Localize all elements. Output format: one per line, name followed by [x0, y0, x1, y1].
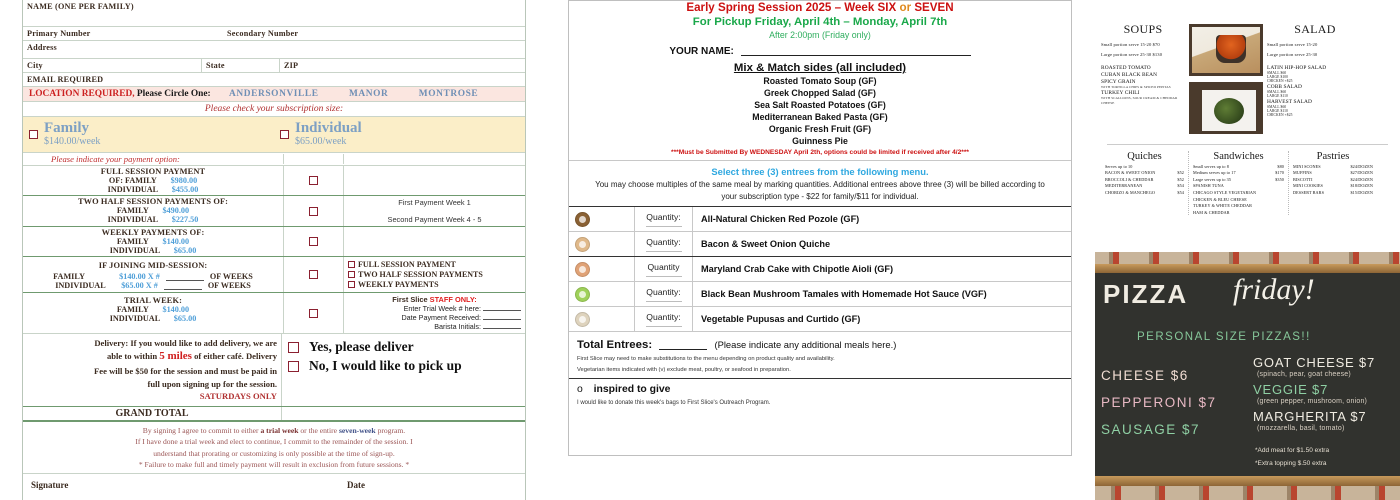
- pastry-price: $15/DOZEN: [1350, 189, 1373, 195]
- chalk-item-veggie-sub: (green pepper, mushroom, onion): [1257, 398, 1368, 405]
- individual-checkbox[interactable]: [280, 130, 289, 139]
- quiche-item: MEDITERRANEAN: [1105, 183, 1143, 189]
- size-option-individual[interactable]: [274, 117, 525, 152]
- legal-1e: program.: [377, 425, 406, 435]
- midsession-family-blank[interactable]: [166, 272, 204, 281]
- quantity-label: Quantity:: [646, 236, 681, 247]
- midsession-option-two-half[interactable]: [348, 270, 521, 279]
- salad-serve-small: Small portion serve 15-20: [1267, 42, 1318, 47]
- table-row[interactable]: [569, 231, 1071, 256]
- subscription-size-row: [23, 117, 525, 153]
- midsession-weekly-label: WEEKLY PAYMENTS: [358, 280, 439, 289]
- sandwich-size: Small serves up to 8: [1193, 163, 1229, 169]
- delivery-row: [23, 334, 525, 407]
- trial-week-number-label: Enter Trial Week # here:: [403, 304, 481, 313]
- order-header: [569, 1, 1071, 161]
- family-label: Family: [44, 120, 89, 137]
- entree-name: All-Natural Chicken Red Pozole (GF): [701, 214, 860, 225]
- pastry-item: MINI COOKIES: [1293, 183, 1323, 189]
- signature-label: Signature: [31, 480, 69, 491]
- chalkboard-frame-top: [1095, 264, 1400, 273]
- order-header-pickup: For Pickup Friday, April 4th – Monday, April 7th: [692, 16, 948, 28]
- order-header-seven: SEVEN: [914, 1, 954, 14]
- legal-2: If I have done a trial week and elect to continue, I commit to the remainder of the session. I: [135, 437, 413, 447]
- delivery-text-1: Delivery: If you would like to add delivery, we are: [94, 338, 277, 348]
- quantity-input[interactable]: [646, 276, 682, 277]
- delivery-no-label: No, I would like to pick up: [309, 358, 462, 373]
- midsession-full-checkbox[interactable]: [348, 261, 355, 268]
- chalk-note-meat: *Add meat for $1.50 extra: [1255, 447, 1330, 455]
- weekly-family-label: FAMILY: [116, 237, 149, 246]
- location-option-montrose[interactable]: MONTROSE: [418, 89, 479, 99]
- soup-photo: [1189, 24, 1263, 76]
- order-header-session: Early Spring Session 2025 – Week SIX: [686, 1, 897, 14]
- menu-column-sandwiches: [1189, 151, 1289, 215]
- family-price: $140.00/week: [44, 136, 101, 148]
- payment-prompt-spacer-1: [283, 154, 343, 164]
- quiche-price: $52: [1177, 170, 1184, 176]
- family-checkbox[interactable]: [29, 130, 38, 139]
- trial-title: TRIAL WEEK:: [124, 296, 182, 305]
- signature-row: [23, 474, 525, 490]
- entree-name: Bacon & Sweet Onion Quiche: [701, 239, 831, 250]
- two-half-individual-amount: $227.50: [171, 215, 199, 224]
- inspired-to-give-box[interactable]: [569, 378, 1071, 412]
- midsession-full-label: FULL SESSION PAYMENT: [358, 260, 456, 269]
- sandwiches-title: Sandwiches: [1213, 151, 1264, 162]
- quiches-serve: Serves up to 10: [1105, 163, 1133, 169]
- sandwich-item: TURKEY & WHITE CHEDDAR: [1193, 203, 1253, 209]
- sandwich-item: HAM & CHEDDAR: [1193, 209, 1230, 215]
- subscription-form-panel: [22, 0, 526, 500]
- trial-family-amount: $140.00: [162, 305, 190, 314]
- delivery-option-yes[interactable]: [288, 339, 521, 355]
- individual-label: Individual: [295, 120, 362, 137]
- delivery-text-2c: of either café. Delivery: [194, 351, 277, 362]
- midsession-two-half-checkbox[interactable]: [348, 271, 355, 278]
- menu-column-salad: [1267, 22, 1363, 134]
- full-session-individual-label: INDIVIDUAL: [107, 185, 158, 194]
- pastry-item: MINI SCONES: [1293, 163, 1321, 169]
- chalk-left-list: [1101, 368, 1217, 449]
- side-item: Sea Salt Roasted Potatoes (GF): [754, 100, 886, 110]
- salad-photo: [1189, 82, 1263, 134]
- legal-trial-week: a trial week: [260, 425, 299, 435]
- staff-only-label: STAFF ONLY:: [429, 295, 477, 304]
- phone-row: [23, 27, 525, 41]
- two-half-family-amount: $490.00: [162, 206, 190, 215]
- salad-item-sub: SMALL $60: [1267, 71, 1287, 75]
- sandwich-price: $170: [1275, 170, 1284, 176]
- quantity-label: Quantity:: [646, 211, 681, 222]
- salad-item-sub: SMALL $60: [1267, 90, 1287, 94]
- menu-photos: [1185, 22, 1267, 134]
- sandwich-item: CHICAGO STYLE VEGETARIAN: [1193, 189, 1257, 195]
- sandwich-price: $350: [1275, 176, 1284, 182]
- midsession-individual-amount: $65.00 X #: [121, 281, 158, 290]
- soup-item: SPICY GRAIN: [1101, 79, 1136, 85]
- soups-title: SOUPS: [1123, 22, 1163, 36]
- chalk-item-sausage: SAUSAGE $7: [1101, 422, 1201, 437]
- menu-column-quiches: [1101, 151, 1189, 215]
- soup-item-desc: WITH TORTILLA CHIPS & SPICED PEPITAS: [1101, 85, 1171, 89]
- substitution-note: First Slice may need to make substitutions to the menu depending on product quality and availability.: [577, 356, 835, 363]
- chalk-note-topping: *Extra topping $.50 extra: [1255, 459, 1327, 467]
- barista-initials-label: Barista Initials:: [434, 322, 481, 331]
- pizza-friday-chalkboard-photo: [1095, 252, 1400, 500]
- legal-3: understand that prorating or customizing is only possible at the time of sign-up.: [153, 448, 395, 458]
- side-item: Roasted Tomato Soup (GF): [763, 76, 877, 86]
- soup-item: ROASTED TOMATO: [1101, 65, 1151, 71]
- weekly-individual-label: INDIVIDUAL: [109, 246, 160, 255]
- pastry-price: $24/DOZEN: [1350, 163, 1373, 169]
- chalk-item-veggie: VEGGIE $7: [1253, 382, 1329, 397]
- side-item: Greek Chopped Salad (GF): [764, 88, 876, 98]
- date-received-blank[interactable]: [483, 319, 521, 320]
- midsession-family-label: FAMILY: [53, 272, 85, 281]
- soups-serve-large: Large portion serve 25-30 $130: [1101, 52, 1163, 57]
- midsession-title: IF JOINING MID-SESSION:: [98, 261, 208, 270]
- pastry-item: DESSERT BARS: [1293, 189, 1325, 195]
- delivery-miles: 5 miles: [159, 350, 192, 363]
- payment-row-full-session: [23, 166, 525, 196]
- grand-total-value[interactable]: [281, 407, 525, 420]
- delivery-text-3: Fee will be $50 for the session and must be paid in: [94, 366, 277, 377]
- salad-item: HARVEST SALAD: [1267, 99, 1312, 105]
- delivery-text-2a: able to within: [106, 351, 158, 362]
- menu-top-columns: [1095, 0, 1400, 134]
- email-label: EMAIL REQUIRED: [27, 75, 104, 84]
- give-subtext: I would like to donate this week's bags to First Slice's Outreach Program.: [577, 400, 771, 407]
- zip-label: ZIP: [279, 59, 525, 72]
- quantity-label: Quantity:: [646, 286, 681, 297]
- subscription-size-prompt: Please check your subscription size:: [23, 102, 525, 117]
- midsession-individual-suffix: OF WEEKS: [207, 281, 251, 290]
- chalk-title-pizza: PIZZA: [1103, 279, 1189, 309]
- delivery-no-checkbox[interactable]: [288, 361, 299, 372]
- two-half-title: TWO HALF SESSION PAYMENTS OF:: [77, 197, 229, 206]
- full-session-title: FULL SESSION PAYMENT: [100, 167, 206, 176]
- give-radio[interactable]: o: [577, 384, 583, 396]
- quantity-input[interactable]: [646, 326, 682, 327]
- size-option-family[interactable]: [23, 117, 274, 152]
- location-option-andersonville[interactable]: ANDERSONVILLE: [229, 89, 319, 99]
- midsession-option-weekly[interactable]: [348, 280, 521, 289]
- mix-match-title: Mix & Match sides (all included): [733, 62, 907, 74]
- midsession-individual-blank[interactable]: [164, 281, 202, 290]
- salad-item: LATIN HIP-HOP SALAD: [1267, 65, 1327, 71]
- midsession-checkbox[interactable]: [309, 270, 318, 279]
- chalk-notes: [1255, 445, 1329, 470]
- select-entrees-subtext: You may choose multiples of the same meal by marking quantities. Additional entrees above three (3) will be billed according to your subscription type - $22 for family/$11 for individual.: [595, 180, 1045, 201]
- two-half-checkbox[interactable]: [309, 207, 318, 216]
- payment-row-trial-week: [23, 293, 525, 334]
- location-row: [23, 87, 525, 102]
- primary-number-label: Primary Number: [27, 29, 91, 38]
- trial-individual-amount: $65.00: [173, 314, 197, 323]
- two-half-individual-label: INDIVIDUAL: [107, 215, 158, 224]
- chalkboard-frame-bottom: [1095, 476, 1400, 486]
- saturdays-only-note: SATURDAYS ONLY: [199, 391, 277, 402]
- salad-item-sub: CHICKEN +$25: [1267, 79, 1293, 83]
- weekly-family-amount: $140.00: [162, 237, 190, 246]
- payment-option-prompt: Please indicate your payment option:: [51, 154, 180, 164]
- salad-serve-large: Large portion serve 25-30: [1267, 52, 1318, 57]
- order-sheet-panel: [568, 0, 1072, 456]
- your-name-row: [577, 46, 1063, 57]
- food-photo-icon: [575, 312, 590, 327]
- table-row[interactable]: [569, 206, 1071, 231]
- delivery-yes-checkbox[interactable]: [288, 342, 299, 353]
- weekly-individual-amount: $65.00: [173, 246, 197, 255]
- salad-item-sub: SMALL $60: [1267, 105, 1287, 109]
- full-session-individual-amount: $455.00: [171, 185, 199, 194]
- soups-serve-small: Small portion serve 15-20 $70: [1101, 42, 1160, 47]
- state-label: State: [201, 59, 279, 72]
- full-session-note: [343, 166, 525, 195]
- first-payment-note: First Payment Week 1: [398, 198, 471, 207]
- total-entrees-label: Total Entrees:: [577, 339, 653, 352]
- full-session-family-amount: $980.00: [170, 176, 198, 185]
- payment-row-two-half: [23, 196, 525, 227]
- grand-total-row: [23, 407, 525, 422]
- individual-price: $65.00/week: [295, 136, 347, 148]
- trial-checkbox[interactable]: [309, 309, 318, 318]
- location-required-label: LOCATION REQUIRED,: [29, 89, 135, 99]
- legal-1a: By signing I agree to commit to either: [142, 425, 259, 435]
- delivery-option-no[interactable]: [288, 358, 521, 374]
- weekly-note: [343, 227, 525, 256]
- order-header-time: After 2:00pm (Friday only): [769, 30, 871, 40]
- quiche-item: CHORIZO & MANCHEGO: [1105, 189, 1155, 195]
- sandwich-size: Large serves up to 35: [1193, 176, 1232, 182]
- quantity-input[interactable]: [646, 251, 682, 252]
- date-label: Date: [347, 480, 365, 491]
- your-name-label: YOUR NAME:: [669, 46, 734, 57]
- wall-tile-top: [1095, 252, 1400, 264]
- menu-column-soups: [1101, 22, 1185, 134]
- midsession-option-full[interactable]: [348, 260, 521, 269]
- payment-row-midsession: [23, 257, 525, 293]
- sandwich-price: $80: [1277, 163, 1284, 169]
- total-entrees-input[interactable]: [659, 349, 707, 350]
- city-state-zip-row: [23, 59, 525, 73]
- full-session-family-label: OF: FAMILY: [108, 176, 157, 185]
- total-entrees-box: [569, 331, 1071, 378]
- quiche-item: BACON & SWEET ONION: [1105, 170, 1156, 176]
- table-row[interactable]: [569, 256, 1071, 281]
- trial-week-number-blank[interactable]: [483, 310, 521, 311]
- side-item: Organic Fresh Fruit (GF): [768, 124, 872, 134]
- delivery-yes-label: Yes, please deliver: [309, 339, 414, 354]
- chalk-item-goat-cheese-sub: (spinach, pear, goat cheese): [1257, 371, 1351, 378]
- grand-total-label: GRAND TOTAL: [115, 407, 189, 419]
- delivery-text-4: full upon signing up for the session.: [147, 378, 277, 389]
- quiche-price: $54: [1177, 189, 1184, 195]
- chalk-item-cheese: CHEESE $6: [1101, 368, 1189, 383]
- midsession-family-suffix: OF WEEKS: [209, 272, 253, 281]
- email-row: [23, 73, 525, 87]
- address-label: Address: [27, 43, 57, 52]
- quiche-item: BROCCOLI & CHEDDAR: [1105, 176, 1154, 182]
- payment-prompt-spacer-2: [343, 154, 525, 164]
- full-session-checkbox[interactable]: [309, 176, 318, 185]
- order-header-or: or: [899, 1, 912, 14]
- wall-tile-bottom: [1095, 486, 1400, 500]
- chalk-item-margherita-sub: (mozzarella, basil, tomato): [1257, 425, 1345, 432]
- chalk-subtitle: PERSONAL SIZE PIZZAS!!: [1137, 331, 1311, 343]
- soup-item: TURKEY CHILI: [1101, 90, 1140, 97]
- food-photo-icon: [575, 262, 590, 277]
- pastry-price: $24/DOZEN: [1350, 176, 1373, 182]
- your-name-input[interactable]: [741, 55, 971, 56]
- submission-deadline-note: ***Must be Submitted By WEDNESDAY April 2th, options could be limited if received after 4/2***: [671, 149, 969, 156]
- trial-individual-label: INDIVIDUAL: [109, 314, 160, 323]
- salad-item-sub: LARGE $110: [1267, 94, 1288, 98]
- quiche-price: $54: [1177, 183, 1184, 189]
- salad-item-sub: CHICKEN +$25: [1267, 113, 1293, 117]
- food-photo-icon: [575, 212, 590, 227]
- midsession-family-amount: $140.00 X #: [119, 272, 160, 281]
- chalk-item-pepperoni: PEPPERONI $7: [1101, 395, 1217, 410]
- pastry-price: $18/DOZEN: [1350, 183, 1373, 189]
- entree-name: Black Bean Mushroom Tamales with Homemade Hot Sauce (VGF): [701, 289, 987, 300]
- secondary-number-label: Secondary Number: [227, 29, 299, 38]
- table-row[interactable]: [569, 306, 1071, 331]
- staff-only-brand: First Slice: [392, 295, 428, 304]
- address-row: [23, 41, 525, 59]
- circle-one-label: Please Circle One:: [136, 89, 211, 99]
- menu-bottom-columns: [1095, 145, 1400, 215]
- quantity-input[interactable]: [646, 301, 682, 302]
- salad-item-sub: LARGE $100: [1267, 75, 1289, 79]
- entree-name: Maryland Crab Cake with Chipotle Aioli (GF): [701, 264, 894, 275]
- chalk-item-goat-cheese: GOAT CHEESE $7: [1253, 355, 1375, 370]
- pastry-item: BISCOTTI: [1293, 176, 1313, 182]
- sandwich-item: SPANISH TUNA: [1193, 183, 1224, 189]
- menu-column-pastries: [1289, 151, 1377, 215]
- sandwich-item: CHICKEN & BLEU CHEESE: [1193, 196, 1247, 202]
- printed-menu-panel: [1095, 0, 1400, 252]
- food-photo-icon: [575, 287, 590, 302]
- chalk-title-friday: friday!: [1233, 273, 1315, 306]
- table-row[interactable]: [569, 281, 1071, 306]
- salad-title: SALAD: [1294, 22, 1336, 36]
- location-option-manor[interactable]: MANOR: [348, 89, 389, 99]
- food-photo-icon: [575, 237, 590, 252]
- total-entrees-hint: (Please indicate any additional meals here.): [714, 339, 897, 351]
- salad-item: COBB SALAD: [1267, 84, 1302, 90]
- weekly-checkbox[interactable]: [309, 237, 318, 246]
- pastries-title: Pastries: [1316, 151, 1350, 162]
- soup-item-desc: WITH SCALLIONS, SOUR CREAM & CHEDDAR CHEESE: [1101, 96, 1178, 105]
- name-label: NAME (ONE PER FAMILY): [27, 2, 134, 11]
- soup-item: CUBAN BLACK BEAN: [1101, 72, 1158, 78]
- legal-seven-week: seven-week: [338, 425, 376, 435]
- chalk-item-margherita: MARGHERITA $7: [1253, 409, 1367, 424]
- legal-1c: or the entire: [300, 425, 338, 435]
- quantity-label: Quantity:: [646, 311, 681, 322]
- payment-option-prompt-row: [23, 153, 525, 166]
- chalk-right-list: [1253, 355, 1375, 436]
- two-half-family-label: FAMILY: [116, 206, 149, 215]
- select-entrees-header: Select three (3) entrees from the following menu.: [711, 166, 929, 177]
- payment-row-weekly: [23, 227, 525, 257]
- quiche-price: $52: [1177, 176, 1184, 182]
- give-title: inspired to give: [593, 384, 671, 396]
- midsession-two-half-label: TWO HALF SESSION PAYMENTS: [358, 270, 483, 279]
- quantity-label: Quantity: [647, 261, 680, 272]
- chalkboard-surface: [1095, 273, 1400, 476]
- date-received-label: Date Payment Received:: [401, 313, 481, 322]
- midsession-weekly-checkbox[interactable]: [348, 281, 355, 288]
- midsession-individual-label: INDIVIDUAL: [55, 281, 106, 290]
- trial-family-label: FAMILY: [116, 305, 149, 314]
- weekly-title: WEEKLY PAYMENTS OF:: [101, 228, 205, 237]
- side-item: Mediterranean Baked Pasta (GF): [752, 112, 888, 122]
- quantity-input[interactable]: [646, 226, 682, 227]
- barista-initials-blank[interactable]: [483, 328, 521, 329]
- side-item: Guinness Pie: [792, 136, 848, 146]
- salad-item-sub: LARGE $110: [1267, 109, 1288, 113]
- legal-text: [23, 422, 525, 475]
- vegetarian-note: Vegetarian items indicated with (v) exclude meat, poultry, or seafood in preparation.: [577, 367, 791, 374]
- quiches-title: Quiches: [1127, 151, 1162, 162]
- sandwich-size: Medium serves up to 17: [1193, 170, 1236, 176]
- pastry-price: $27/DOZEN: [1350, 170, 1373, 176]
- city-label: City: [27, 61, 43, 70]
- pastry-item: MUFFINS: [1293, 170, 1312, 176]
- entree-name: Vegetable Pupusas and Curtido (GF): [701, 314, 861, 325]
- legal-4: * Failure to make full and timely payment will result in exclusion from future sessions. *: [138, 459, 410, 469]
- second-payment-note: Second Payment Week 4 - 5: [387, 215, 482, 224]
- name-row: [23, 0, 525, 27]
